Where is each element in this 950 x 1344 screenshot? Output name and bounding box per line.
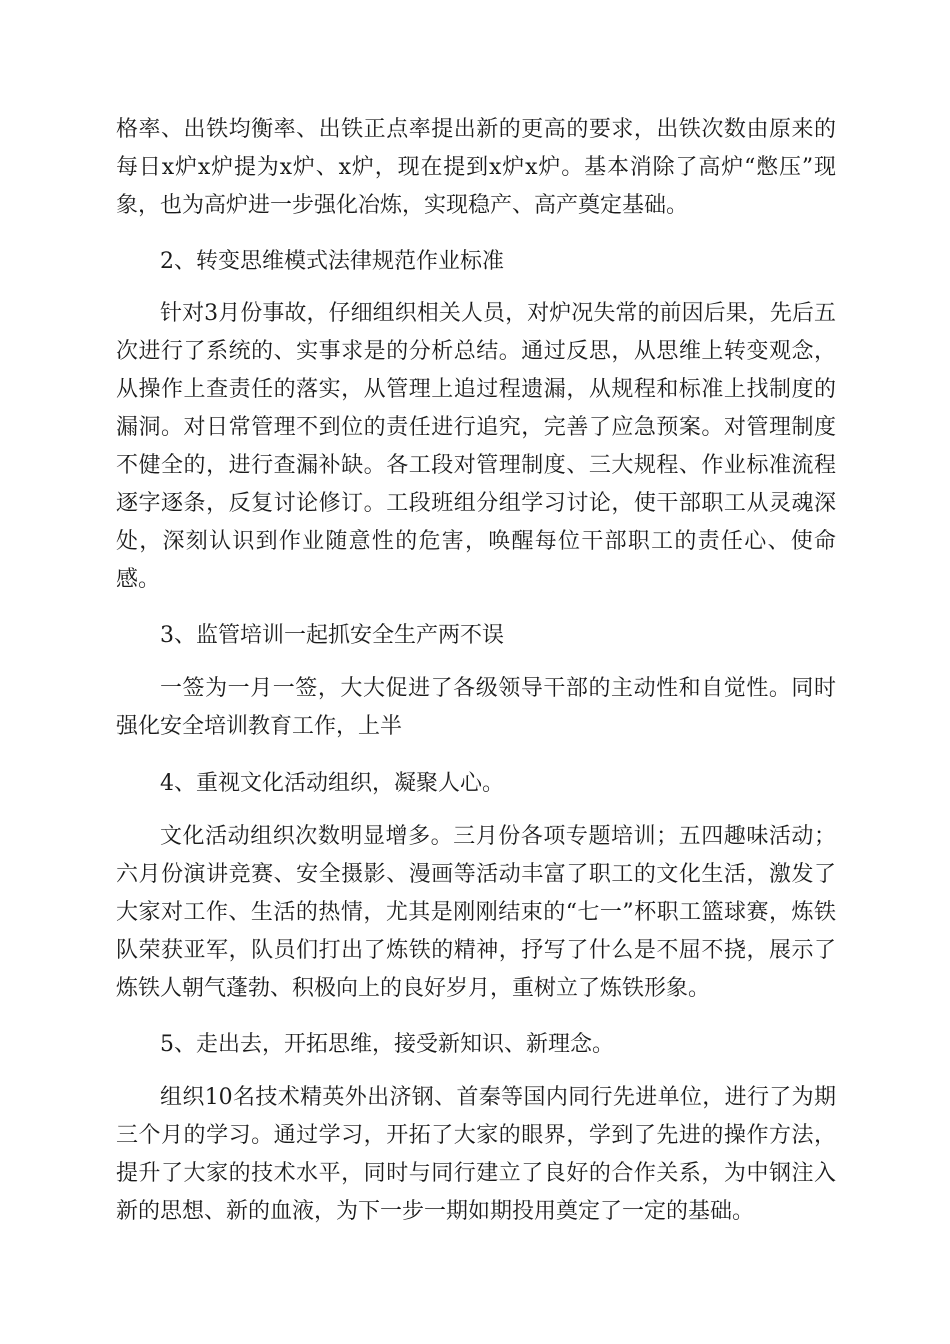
- section-heading: 3、监管培训一起抓安全生产两不误: [160, 623, 504, 648]
- section-heading: 4、重视文化活动组织，凝聚人心。: [160, 771, 504, 796]
- body-paragraph: 一签为一月一签，大大促进了各级领导干部的主动性和自觉性。同时强化安全培训教育工作，上半: [116, 676, 836, 739]
- body-paragraph: 格率、出铁均衡率、出铁正点率提出新的更高的要求，出铁次数由原来的每日x炉x炉提为x炉、x炉，现在提到x炉x炉。基本消除了高炉“憋压”现象，也为高炉进一步强化冶炼，实现稳产、高产奠定基础。: [116, 117, 836, 218]
- section-heading: 2、转变思维模式法律规范作业标准: [160, 249, 504, 274]
- section-heading: 5、走出去，开拓思维，接受新知识、新理念。: [160, 1032, 614, 1057]
- body-paragraph: 组织10名技术精英外出济钢、首秦等国内同行先进单位，进行了为期三个月的学习。通过学习，开拓了大家的眼界，学到了先进的操作方法，提升了大家的技术水平，同时与同行建立了良好的合作关系，为中钢注入新的思想、新的血液，为下一步一期如期投用奠定了一定的基础。: [116, 1085, 836, 1224]
- body-paragraph: 针对3月份事故，仔细组织相关人员，对炉况失常的前因后果，先后五次进行了系统的、实事求是的分析总结。通过反思，从思维上转变观念，从操作上查责任的落实，从管理上追过程遗漏，从规程和标准上找制度的漏洞。对日常管理不到位的责任进行追究，完善了应急预案。对管理制度不健全的，进行查漏补缺。各工段对管理制度、三大规程、作业标准流程逐字逐条，反复讨论修订。工段班组分组学习讨论，使干部职工从灵魂深处，深刻认识到作业随意性的危害，唤醒每位干部职工的责任心、使命感。: [116, 301, 836, 592]
- body-paragraph: 文化活动组织次数明显增多。三月份各项专题培训；五四趣味活动；六月份演讲竞赛、安全摄影、漫画等活动丰富了职工的文化生活，激发了大家对工作、生活的热情，尤其是刚刚结束的“七一”杯职工篮球赛，炼铁队荣获亚军，队员们打出了炼铁的精神，抒写了什么是不屈不挠，展示了炼铁人朝气蓬勃、积极向上的良好岁月，重树立了炼铁形象。: [116, 824, 836, 1001]
